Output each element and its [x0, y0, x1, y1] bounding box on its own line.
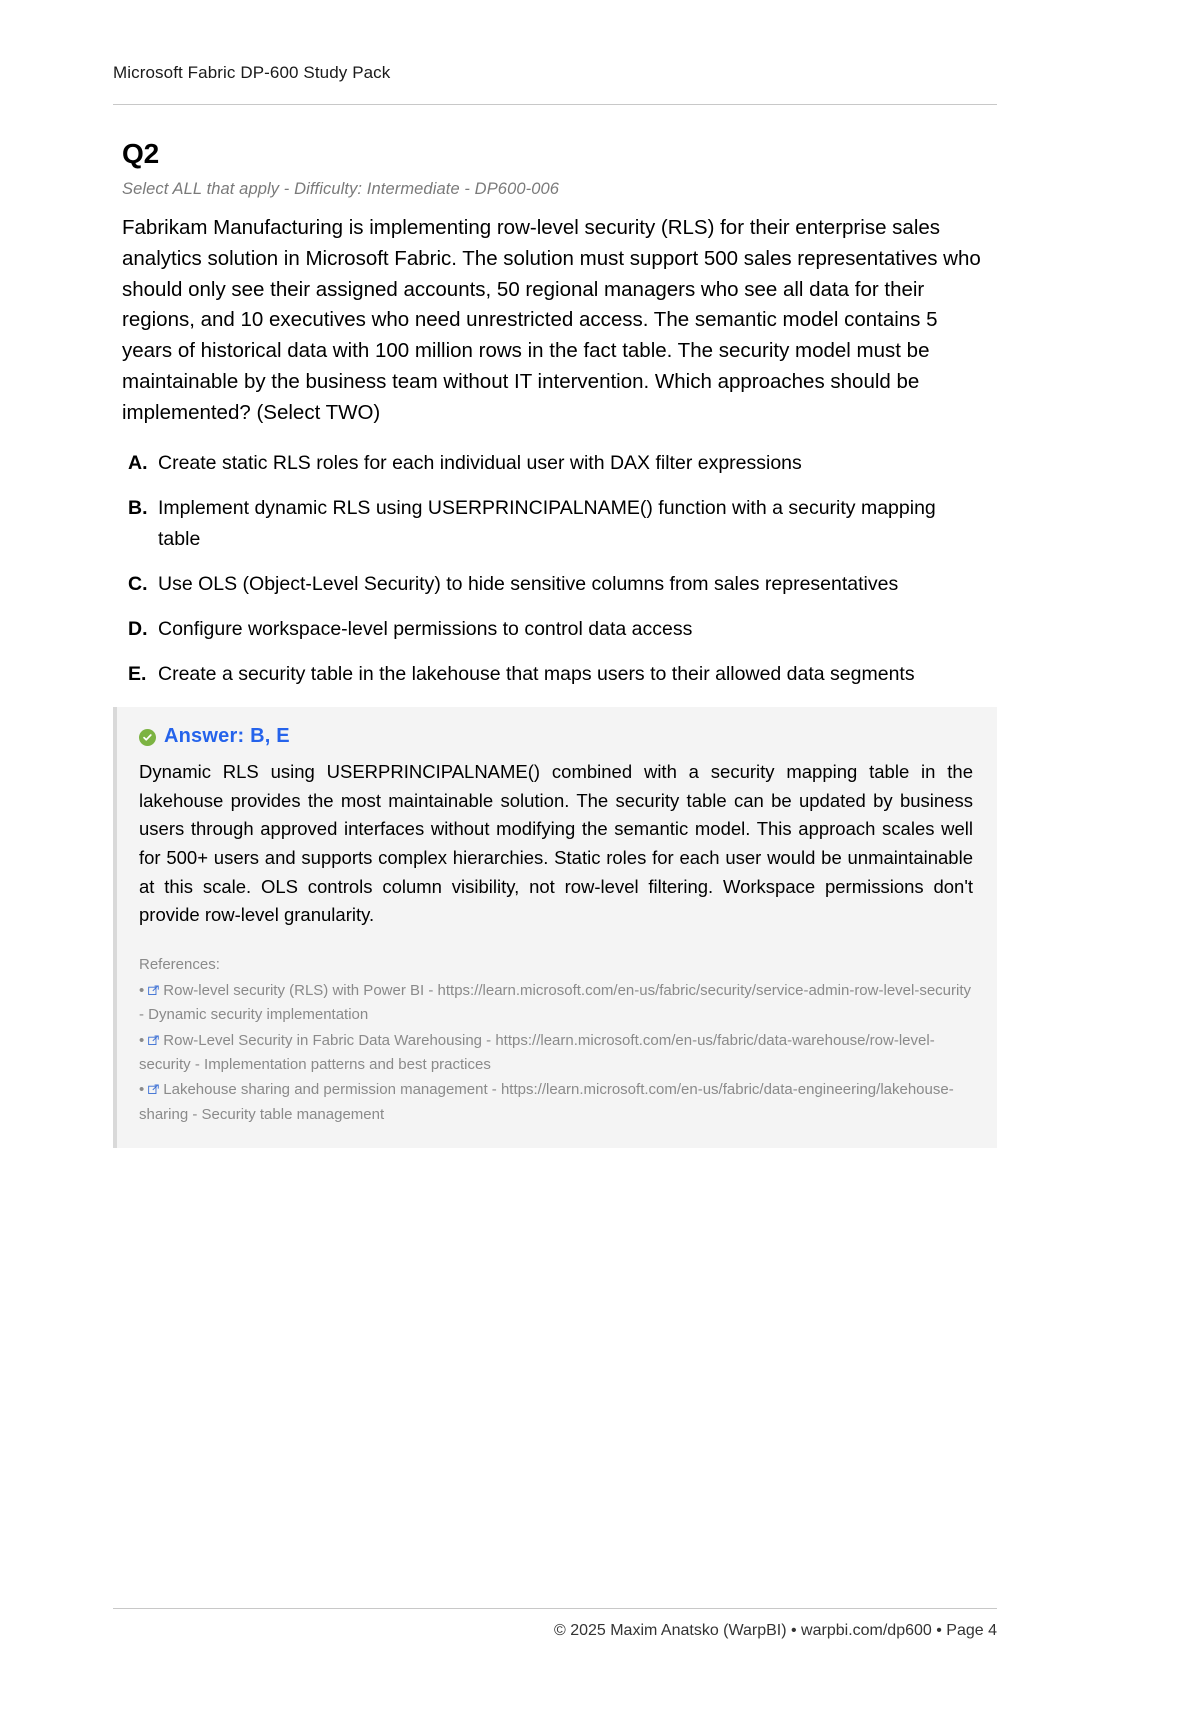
question-meta: Select ALL that apply - Difficulty: Intermediate - DP600-006: [122, 180, 560, 198]
reference-title: Row-Level Security in Fabric Data Warehousing -: [163, 1031, 492, 1049]
option-e[interactable]: [122, 659, 988, 689]
header-title: Microsoft Fabric DP-600 Study Pack: [113, 63, 391, 82]
references-title: References:: [139, 956, 220, 974]
option-letter: A.: [128, 452, 148, 475]
reference-url[interactable]: https://learn.microsoft.com/en-us/fabric/security/service-admin-row-level-security: [437, 982, 972, 1000]
answer-box: [113, 707, 997, 1148]
bullet-marker: •: [139, 1081, 145, 1099]
external-link-icon: [148, 1084, 159, 1095]
option-text: Use OLS (Object-Level Security) to hide sensitive columns from sales representatives: [158, 572, 899, 595]
question-body: Fabrikam Manufacturing is implementing row-level security (RLS) for their enterprise sales analytics solution in Microsoft Fabric. The solution must support 500 sales representatives who should only see their assigned accounts, 50 regional managers who see all data for their regions, and 10 executives who need unrestricted access. The semantic model contains 5 years of historical data with 100 million rows in the fact table. The security model must be maintainable by the business team without IT intervention. Which approaches should be implemented? (Select TWO): [122, 216, 981, 424]
reference-url[interactable]: https://learn.microsoft.com/en-us/fabric/data-engineering/lakehouse-sharing: [139, 1081, 954, 1123]
question-section: [122, 138, 988, 705]
bullet-marker: •: [139, 1031, 145, 1049]
check-circle-icon: [139, 729, 156, 746]
footer-divider: [113, 1608, 997, 1609]
page-footer: © 2025 Maxim Anatsko (WarpBI) • warpbi.com/dp600 • Page 4: [553, 1622, 997, 1639]
option-c[interactable]: [122, 569, 988, 599]
reference-note: - Implementation patterns and best practices: [194, 1055, 491, 1073]
external-link-icon: [148, 1035, 159, 1046]
reference-url[interactable]: https://learn.microsoft.com/en-us/fabric/data-warehouse/row-level-security: [139, 1031, 935, 1073]
page-header: [113, 62, 997, 84]
reference-item[interactable]: [139, 1078, 973, 1127]
answer-explanation: Dynamic RLS using USERPRINCIPALNAME() combined with a security mapping table in the lakehouse provides the most maintainable solution. The security table can be updated by business users through approved interfaces without modifying the semantic model. This approach scales well for 500+ users and supports complex hierarchies. Static roles for each user would be unmaintainable at this scale. OLS controls column visibility, not row-level filtering. Workspace permissions don't provide row-level granularity.: [139, 761, 973, 926]
option-text: Create static RLS roles for each individual user with DAX filter expressions: [158, 452, 802, 475]
option-text: Implement dynamic RLS using USERPRINCIPALNAME() function with a security mapping table: [158, 497, 936, 550]
option-letter: E.: [128, 663, 147, 686]
option-b[interactable]: [122, 493, 988, 553]
reference-note: - Dynamic security implementation: [139, 1006, 369, 1024]
answer-label: Answer: B, E: [164, 725, 290, 747]
question-number: Q2: [122, 138, 159, 169]
option-a[interactable]: [122, 448, 988, 478]
external-link-icon: [148, 985, 159, 996]
reference-note: - Security table management: [192, 1105, 385, 1123]
reference-title: Lakehouse sharing and permission management -: [163, 1081, 497, 1099]
reference-item[interactable]: [139, 979, 973, 1028]
option-letter: B.: [128, 497, 148, 520]
reference-item[interactable]: [139, 1029, 973, 1078]
answer-header: [139, 725, 973, 748]
option-letter: C.: [128, 572, 148, 595]
header-divider: [113, 104, 997, 105]
reference-title: Row-level security (RLS) with Power BI -: [163, 982, 434, 1000]
option-text: Configure workspace-level permissions to control data access: [158, 618, 693, 641]
options-list: [122, 448, 988, 689]
bullet-marker: •: [139, 982, 145, 1000]
option-d[interactable]: [122, 614, 988, 644]
option-text: Create a security table in the lakehouse that maps users to their allowed data segments: [158, 663, 915, 686]
option-letter: D.: [128, 618, 148, 641]
